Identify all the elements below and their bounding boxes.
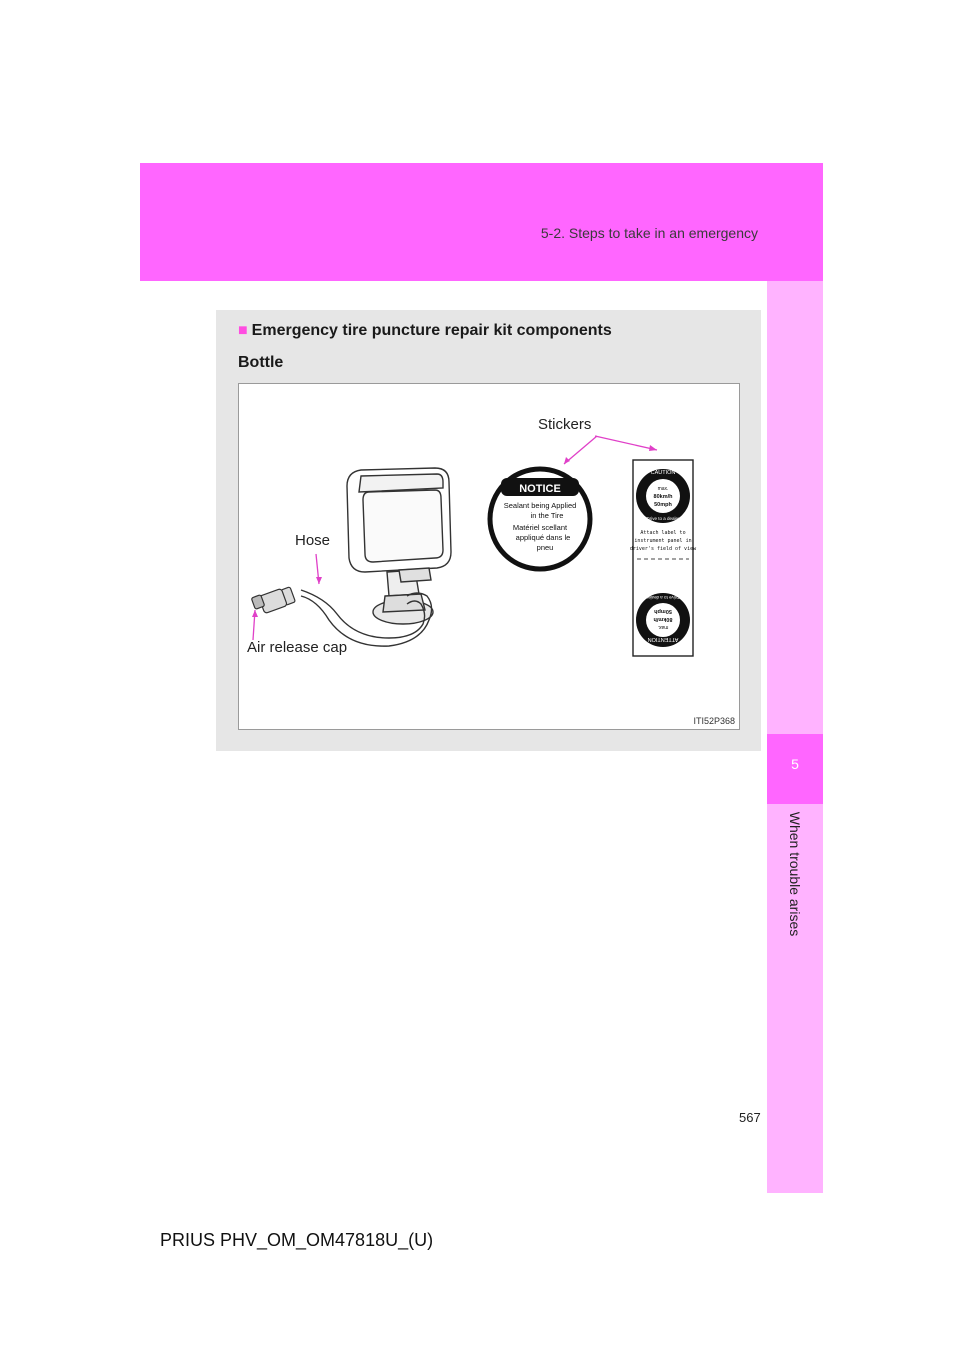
leader-arrowheads <box>252 445 657 617</box>
speed-caution-top: CAUTION <box>650 470 676 476</box>
speed-mph-bottom: 50mph <box>654 608 672 614</box>
document-id: PRIUS PHV_OM_OM47818U_(U) <box>160 1230 434 1250</box>
air-release-cap <box>251 587 295 614</box>
stickers-label: Stickers <box>538 416 592 433</box>
attach-line-1: Attach label to <box>640 530 686 536</box>
speed-kmh-top: 80km/h <box>653 494 673 500</box>
speed-kmh-bottom: 80km/h <box>653 616 673 622</box>
sealant-bottle <box>347 468 451 624</box>
speed-drive-bottom: Drive to a dealer <box>646 595 680 600</box>
bottle-subheading: Bottle <box>238 354 284 371</box>
notice-line-5: pneu <box>536 543 554 552</box>
section-heading-text: Emergency tire puncture repair kit components <box>251 322 612 339</box>
attach-line-2: instrument panel in <box>634 538 692 544</box>
speed-mph-top: 50mph <box>654 502 672 508</box>
speed-max-top: max. <box>657 486 669 492</box>
kit-illustration <box>238 383 740 730</box>
attach-line-3: driver's field of view <box>629 546 697 552</box>
chapter-number: 5 <box>791 756 799 772</box>
notice-line-2: in the Tire <box>530 511 564 520</box>
page-number: 567 <box>739 1110 761 1125</box>
section-heading <box>238 322 612 340</box>
notice-line-1: Sealant being Applied <box>503 501 577 510</box>
notice-line-4: appliqué dans le <box>515 533 571 542</box>
chapter-title: When trouble arises <box>787 811 803 937</box>
bottle-illustration-svg <box>239 384 741 731</box>
square-bullet-icon: ■ <box>238 322 248 339</box>
air-release-cap-label: Air release cap <box>247 639 348 656</box>
notice-title: NOTICE <box>519 483 561 495</box>
speed-drive-top: Drive to a dealer <box>646 516 680 521</box>
figure-code: ITI52P368 <box>693 716 735 726</box>
hose-label: Hose <box>295 532 331 549</box>
section-title: 5-2. Steps to take in an emergency <box>540 225 758 241</box>
header-band <box>140 163 823 281</box>
speed-caution-bottom: ATTENTION <box>647 636 679 642</box>
speed-max-bottom: max. <box>657 624 669 630</box>
notice-line-3: Matériel scellant <box>512 523 568 532</box>
